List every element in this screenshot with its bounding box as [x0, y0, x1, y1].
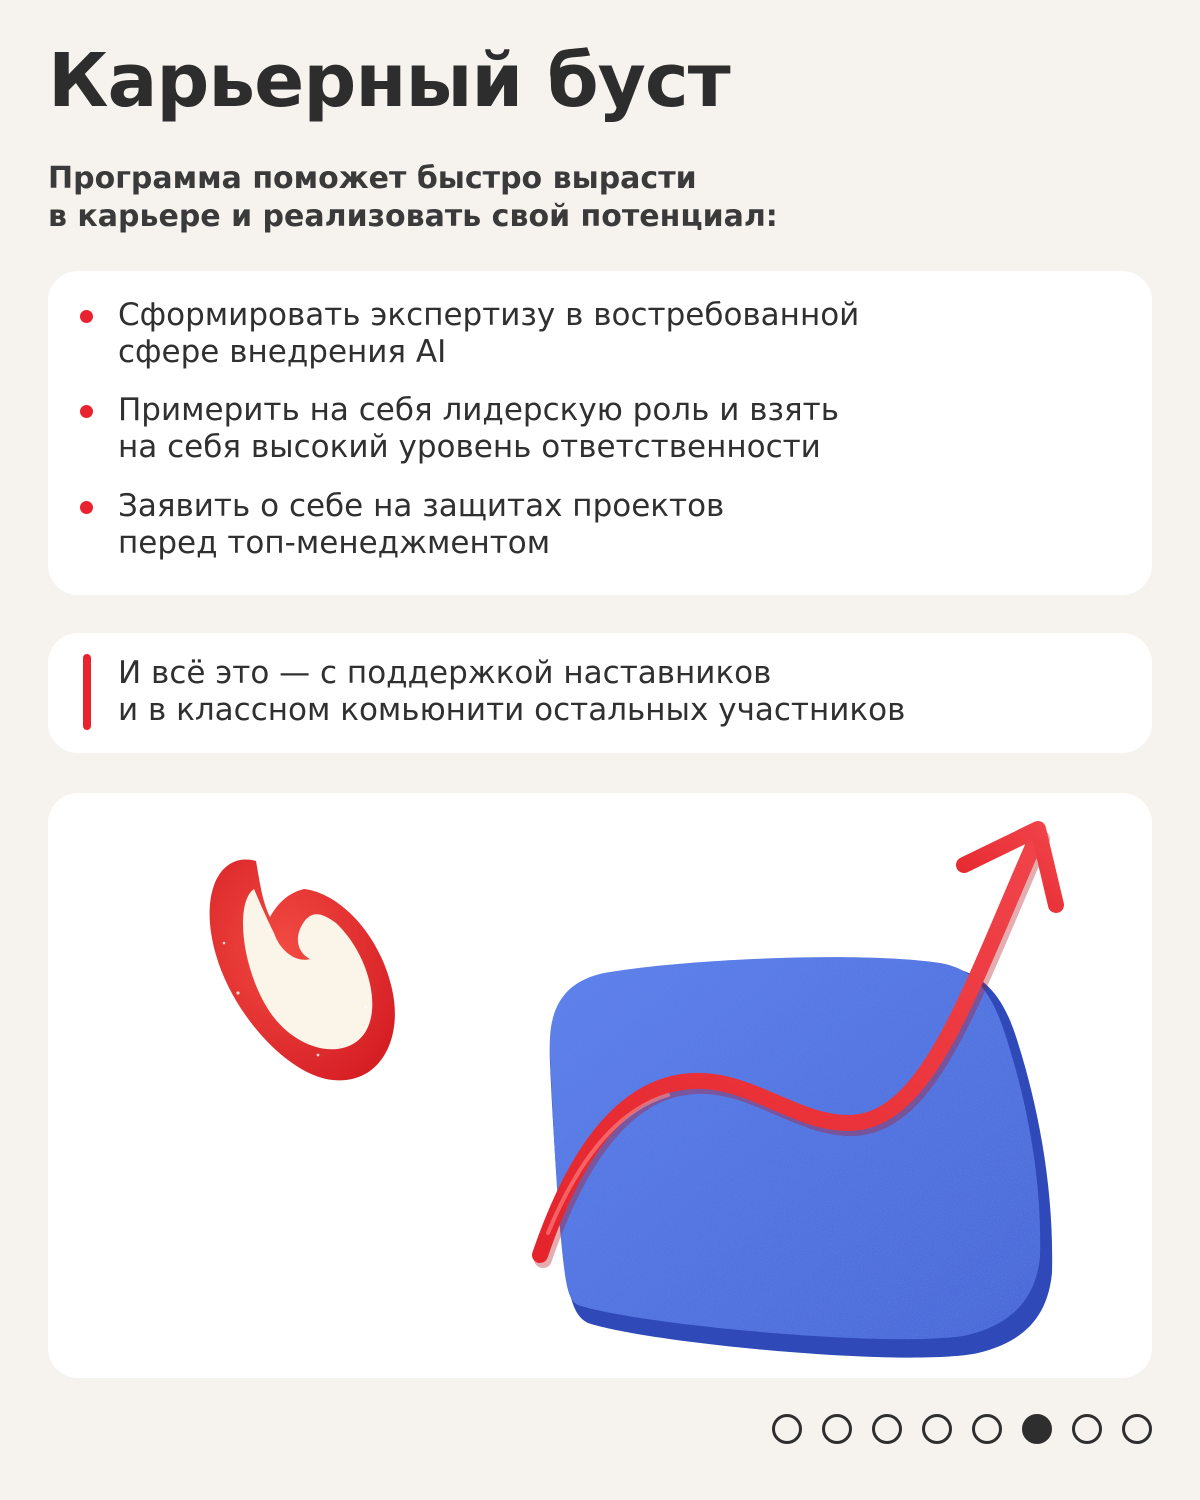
pagination-dot[interactable] — [822, 1414, 852, 1444]
pagination-dot[interactable] — [1122, 1414, 1152, 1444]
subtitle-line-1: Программа поможет быстро вырасти — [48, 161, 697, 196]
quote-line-1: И всё это — с поддержкой наставников — [118, 655, 772, 691]
quote-text — [118, 655, 1118, 729]
quote-accent-bar — [83, 654, 91, 730]
pagination-dot[interactable] — [872, 1414, 902, 1444]
benefit-text-line: Примерить на себя лидерскую роль и взять — [118, 392, 839, 428]
benefit-text-line: сфере внедрения AI — [118, 334, 447, 370]
benefit-item-expertise — [118, 297, 1118, 371]
pagination-dot[interactable] — [972, 1414, 1002, 1444]
pagination-dot[interactable] — [922, 1414, 952, 1444]
illustration — [48, 793, 1152, 1378]
bullet-icon — [80, 501, 93, 514]
bullet-icon — [80, 310, 93, 323]
quote-card — [48, 633, 1152, 753]
benefit-text-line: Сформировать экспертизу в востребованной — [118, 297, 860, 333]
illustration-card — [48, 793, 1152, 1378]
subtitle — [48, 160, 1048, 236]
pagination-dot[interactable] — [772, 1414, 802, 1444]
benefit-text-line: на себя высокий уровень ответственности — [118, 429, 821, 465]
bullet-icon — [80, 405, 93, 418]
subtitle-line-2: в карьере и реализовать свой потенциал: — [48, 199, 778, 234]
benefits-card — [48, 271, 1152, 595]
quote-line-2: и в классном комьюнити остальных участников — [118, 692, 906, 728]
pagination-dot[interactable] — [1072, 1414, 1102, 1444]
textured-square-icon — [550, 957, 1052, 1357]
page-title: Карьерный буст — [48, 38, 730, 124]
benefit-text-line: перед топ-менеджментом — [118, 525, 551, 561]
benefit-item-project-defense — [118, 488, 1118, 562]
benefit-item-leadership — [118, 392, 1118, 466]
brand-logo-icon — [210, 860, 395, 1081]
pagination-dots — [772, 1414, 1152, 1444]
pagination-dot-active[interactable] — [1022, 1414, 1052, 1444]
benefit-text-line: Заявить о себе на защитах проектов — [118, 488, 725, 524]
